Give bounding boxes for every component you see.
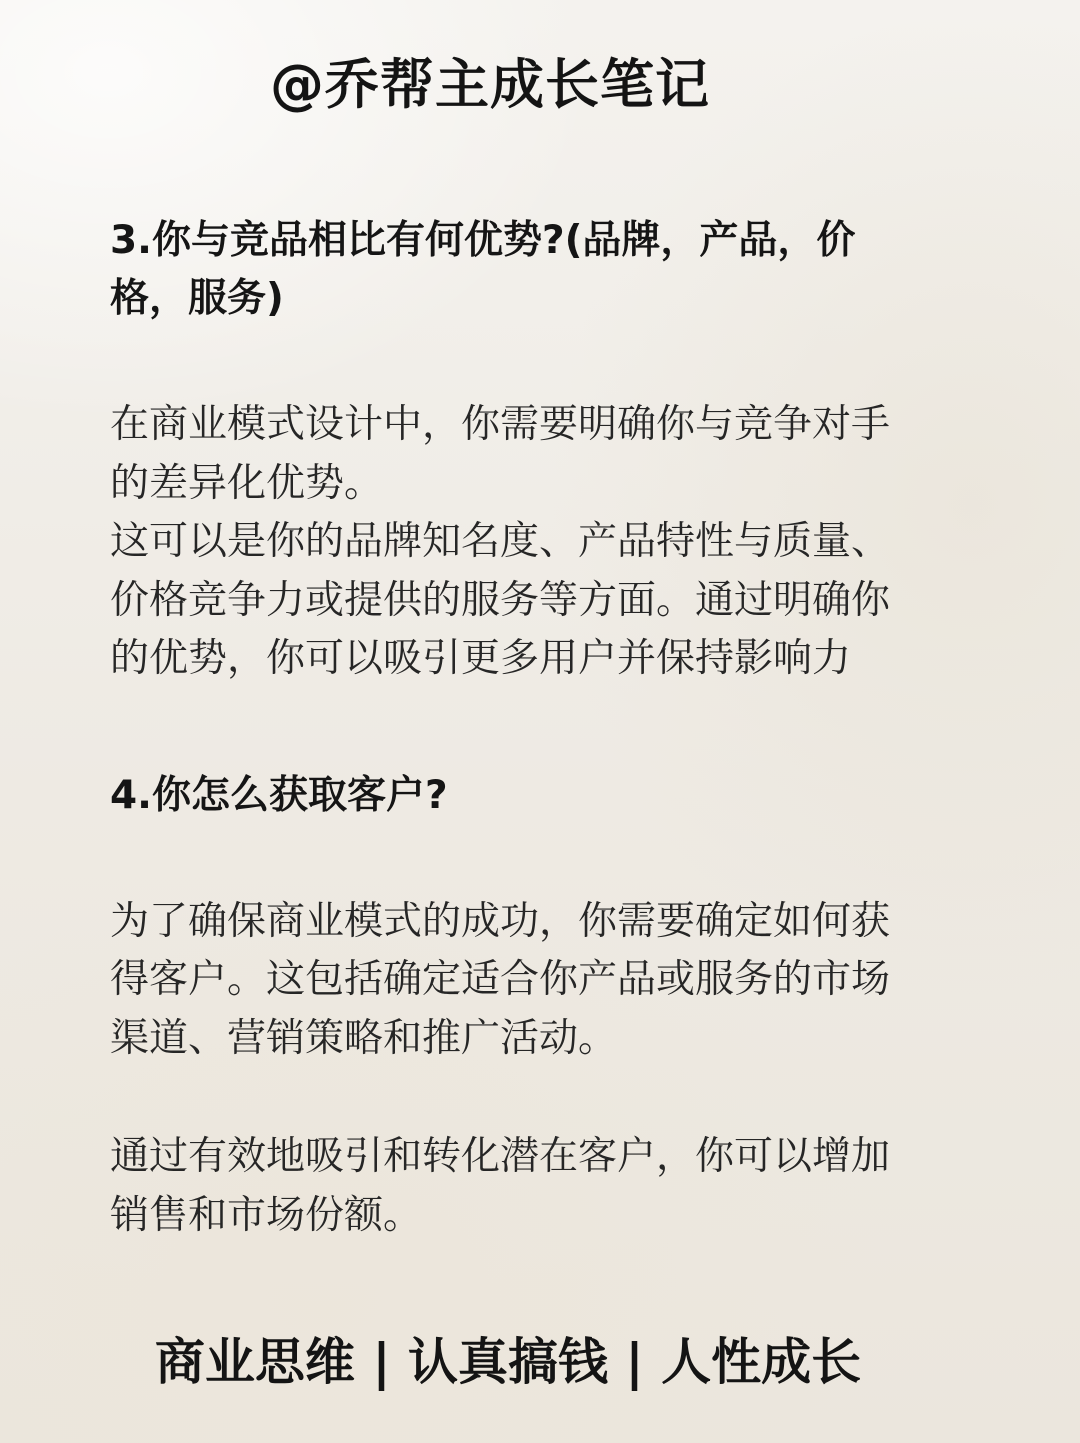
article-body: [110, 212, 910, 1245]
section-4-heading: 4.你怎么获取客户?: [110, 772, 448, 818]
section-3-paragraph: 在商业模式设计中，你需要明确你与竞争对手的差异化优势。 这可以是你的品牌知名度、产品特性与质量、价格竞争力或提供的服务等方面。通过明确你的优势，你可以吸引更多用户并保持影响力: [110, 402, 891, 681]
section-4-paragraph-1: 为了确保商业模式的成功，你需要确定如何获得客户。这包括确定适合你产品或服务的市场渠道、营销策略和推广活动。: [110, 898, 891, 1061]
section-3-heading: 3.你与竞品相比有何优势?(品牌，产品，价格，服务): [110, 218, 856, 321]
account-title: @乔帮主成长笔记: [270, 53, 710, 116]
section-4-paragraph-2: 通过有效地吸引和转化潜在客户，你可以增加销售和市场份额。: [110, 1134, 891, 1238]
footer-slogan: 商业思维 | 认真搞钱 | 人性成长: [154, 1333, 862, 1391]
